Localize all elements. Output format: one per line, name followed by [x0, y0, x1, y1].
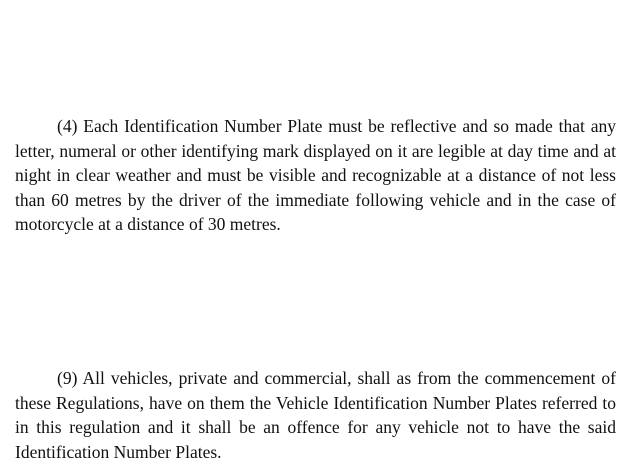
paragraph-4-reflective-plates: (4) Each Identification Number Plate must be reflective and so made that any letter, numeral or other identifying mark displayed on it are legible at day time and at night in clear weather and must be visible and recognizable at a distance of not less than 60 metres by the driver of the immediate following vehicle and in the case of motorcycle at a distance of 30 metres.: [15, 116, 616, 234]
paragraph-9-vehicle-plates-requirement: (9) All vehicles, private and commercial, shall as from the commencement of these Regulations, have on them the Vehicle Identification Number Plates referred to in this regulation and it shall be an offence for any vehicle not to have the said Identification Number Plates.: [15, 368, 616, 462]
